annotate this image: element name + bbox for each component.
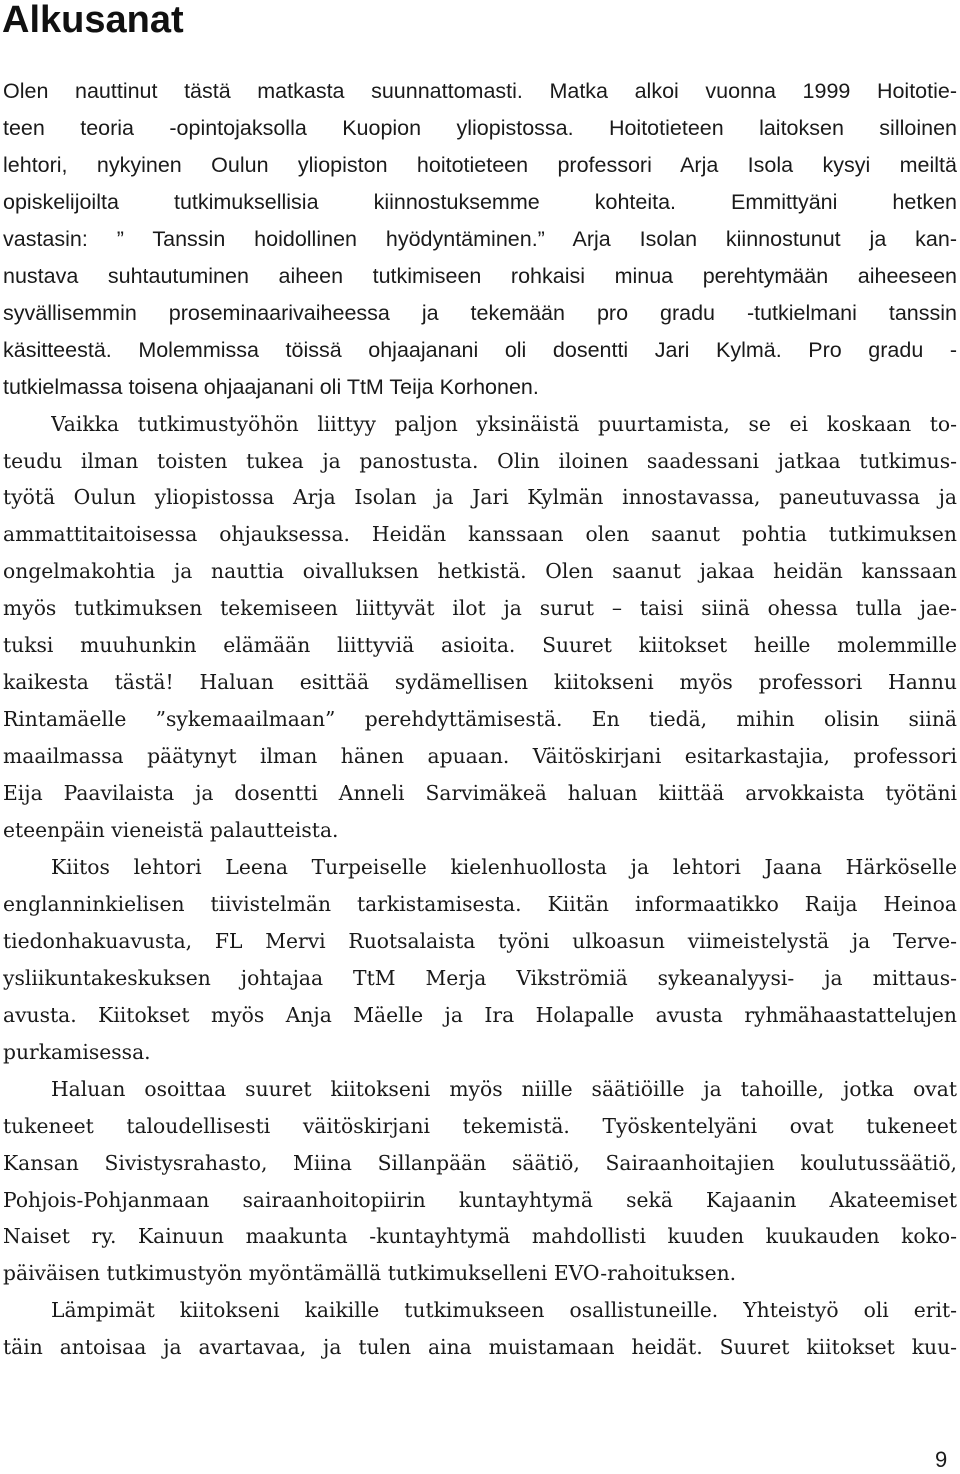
text-line [3, 960, 957, 997]
text-segment: ongelmakohtia ja nauttia oivalluksen hetkistä. Olen saanut jakaa heidän kanssaan [3, 559, 957, 584]
text-segment: Kiitos lehtori Leena Turpeiselle kielenhuollosta ja lehtori Jaana Härköselle [51, 854, 957, 879]
text-line [3, 184, 957, 221]
text-segment: Haluan osoittaa suuret kiitokseni myös niille säätiöille ja tahoille, jotka ovat [51, 1076, 957, 1101]
text-segment: avusta. Kiitokset myös Anja Mäelle ja Ira Holapalle avusta ryhmähaastattelujen [3, 1002, 957, 1027]
text-line [3, 738, 957, 775]
text-line [3, 1182, 957, 1219]
text-line [3, 812, 957, 849]
text-line [51, 406, 957, 443]
text-line [3, 1218, 957, 1255]
text-segment: eteenpäin vieneistä palautteista. [3, 818, 339, 842]
text-line [3, 1329, 957, 1366]
text-line [3, 479, 957, 516]
text-segment: vastasin: ” Tanssin hoidollinen hyödyntäminen.” Arja Isolan kiinnostunut ja kan- [3, 226, 957, 251]
text-segment: myös tutkimuksen tekemiseen liittyvät ilot ja surut – taisi siinä ohessa tulla jae- [3, 596, 957, 621]
text-line [3, 295, 957, 332]
text-line [51, 849, 957, 886]
text-segment: päiväisen tutkimustyön myöntämällä tutkimukselleni EVO-rahoituksen. [3, 1261, 737, 1286]
text-line [3, 627, 957, 664]
text-segment: tukeneet taloudellisesti väitöskirjani tekemistä. Työskentelyäni ovat tukeneet [3, 1113, 957, 1138]
text-segment: teudu ilman toisten tukea ja panostusta. Olin iloinen saadessani jatkaa tutkimus- [3, 448, 957, 473]
text-segment: ammattitaitoisessa ohjauksessa. Heidän kanssaan olen saanut pohtia tutkimuksen [3, 522, 957, 547]
text-segment: Kansan Sivistysrahasto, Miina Sillanpään säätiö, Sairaanhoitajien koulutussäätiö, [3, 1150, 957, 1175]
text-segment: maailmassa päätynyt ilman hänen apuaan. Väitöskirjani esitarkastajia, professori [3, 744, 957, 769]
text-line [3, 997, 957, 1034]
text-line [3, 258, 957, 295]
text-segment: ysliikuntakeskuksen johtajaa TtM Merja Vikströmiä sykeanalyysi- ja mittaus- [3, 965, 957, 990]
text-segment: opiskelijoilta tutkimuksellisia kiinnostuksemme kohteita. Emmittyäni hetken [3, 189, 957, 214]
text-line [3, 443, 957, 480]
text-line [3, 1034, 957, 1071]
text-line [3, 1255, 957, 1292]
text-line [51, 1071, 957, 1108]
text-segment: tuksi muuhunkin elämään liittyviä asioita. Suuret kiitokset heille molemmille [3, 633, 957, 658]
page-title: Alkusanat [2, 0, 184, 41]
text-segment: teen teoria -opintojaksolla Kuopion yliopistossa. Hoitotieteen laitoksen silloinen [3, 115, 957, 140]
text-line [3, 886, 957, 923]
text-line [3, 775, 957, 812]
text-line [3, 590, 957, 627]
text-line [3, 147, 957, 184]
text-segment: täin antoisaa ja avartavaa, ja tulen aina muistamaan heidät. Suuret kiitokset kuu- [3, 1335, 957, 1360]
text-segment: tutkielmassa toisena ohjaajanani oli TtM Teija Korhonen. [3, 374, 539, 399]
text-segment: Vaikka tutkimustyöhön liittyy paljon yksinäistä puurtamista, se ei koskaan to- [51, 411, 957, 436]
text-line [3, 553, 957, 590]
text-line [51, 1292, 957, 1329]
text-line [3, 369, 957, 406]
text-line [3, 701, 957, 738]
text-segment: lehtori, nykyinen Oulun yliopiston hoitotieteen professori Arja Isola kysyi meiltä [3, 152, 957, 177]
text-line [3, 1108, 957, 1145]
text-segment: syvällisemmin proseminaarivaiheessa ja tekemään pro gradu -tutkielmani tanssin [3, 300, 957, 325]
text-segment: nustava suhtautuminen aiheen tutkimiseen rohkaisi minua perehtymään aiheeseen [3, 263, 957, 288]
text-line [3, 516, 957, 553]
text-segment: Naiset ry. Kainuun maakunta -kuntayhtymä mahdollisti kuuden kuukauden koko- [3, 1224, 957, 1249]
text-line [3, 110, 957, 147]
text-segment: kaikesta tästä! Haluan esittää sydämellisen kiitokseni myös professori Hannu [3, 670, 957, 695]
text-segment: purkamisessa. [3, 1039, 151, 1064]
text-line [3, 221, 957, 258]
text-segment: työtä Oulun yliopistossa Arja Isolan ja Jari Kylmän innostavassa, paneutuvassa ja [3, 485, 957, 510]
text-segment: englanninkielisen tiivistelmän tarkistamisesta. Kiitän informaatikko Raija Heinoa [3, 891, 957, 916]
text-line [3, 1145, 957, 1182]
text-line [3, 923, 957, 960]
page-number: 9 [935, 1447, 948, 1472]
text-segment: Pohjois-Pohjanmaan sairaanhoitopiirin kuntayhtymä sekä Kajaanin Akateemiset [3, 1187, 957, 1212]
text-line [3, 664, 957, 701]
text-segment: Lämpimät kiitokseni kaikille tutkimukseen osallistuneille. Yhteistyö oli erit- [51, 1298, 957, 1323]
text-segment: Olen nauttinut tästä matkasta suunnattomasti. Matka alkoi vuonna 1999 Hoitotie- [3, 79, 957, 103]
text-segment: tiedonhakuavusta, FL Mervi Ruotsalaista työni ulkoasun viimeistelystä ja Terve- [3, 928, 957, 953]
text-line [3, 73, 957, 110]
text-segment: käsitteestä. Molemmissa töissä ohjaajanani oli dosentti Jari Kylmä. Pro gradu - [3, 337, 957, 362]
text-line [3, 332, 957, 369]
text-segment: Rintamäelle ”sykemaailmaan” perehdyttämisestä. En tiedä, mihin olisin siinä [3, 707, 957, 732]
text-segment: Eija Paavilaista ja dosentti Anneli Sarvimäkeä haluan kiittää arvokkaista työtäni [3, 781, 957, 806]
